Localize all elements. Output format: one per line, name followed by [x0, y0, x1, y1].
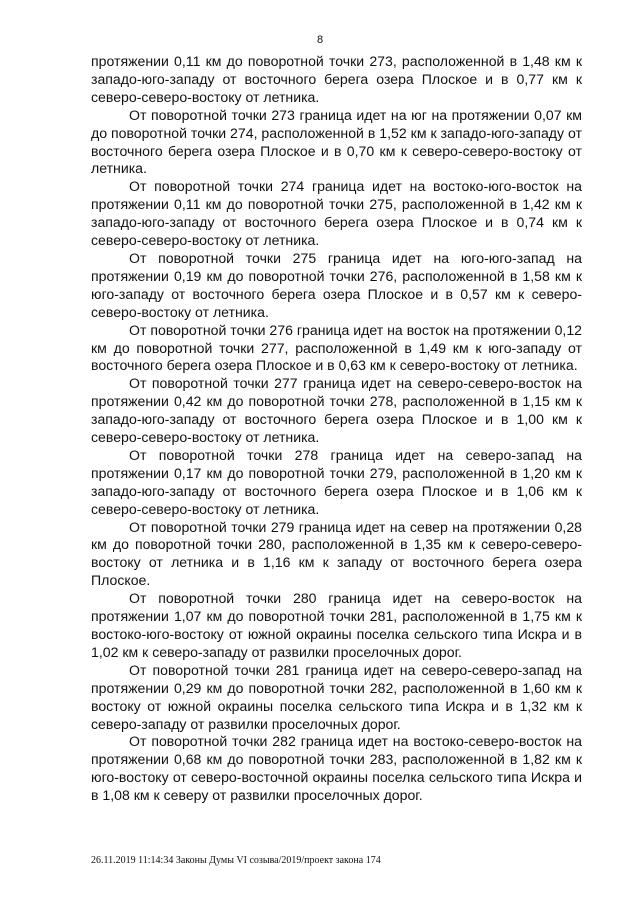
- document-body: [91, 53, 582, 805]
- paragraph: От поворотной точки 274 граница идет на востоко-юго-восток на протяжении 0,11 км до поворотной точки 275, расположенной в 1,42 км к западо-юго-западу от восточного берега озера Плоское и в 0,74 км к северо-северо-востоку от летника.: [91, 178, 582, 249]
- paragraph: От поворотной точки 281 граница идет на северо-северо-запад на протяжении 0,29 км до поворотной точки 282, расположенной в 1,60 км к востоку от южной окраины поселка сельского типа Искра и в 1,32 км к северо-западу от развилки проселочных дорог.: [91, 661, 582, 732]
- paragraph: От поворотной точки 282 граница идет на востоко-северо-восток на протяжении 0,68 км до поворотной точки 283, расположенной в 1,82 км к юго-востоку от северо-восточной окраины поселка сельского типа Искра и в 1,08 км к северу от развилки проселочных дорог.: [91, 733, 582, 804]
- paragraph: От поворотной точки 276 граница идет на восток на протяжении 0,12 км до поворотной точки 277, расположенной в 1,49 км к юго-западу от восточного берега озера Плоское и в 0,63 км к северо-востоку от летника.: [91, 321, 582, 374]
- document-footer: 26.11.2019 11:14:34 Законы Думы VI созыва/2019/проект закона 174: [91, 855, 381, 866]
- paragraph: протяжении 0,11 км до поворотной точки 273, расположенной в 1,48 км к западо-юго-западу от восточного берега озера Плоское и в 0,77 км к северо-северо-востоку от летника.: [91, 53, 582, 105]
- paragraph: От поворотной точки 279 граница идет на север на протяжении 0,28 км до поворотной точки 280, расположенной в 1,35 км к северо-северо-востоку от летника и в 1,16 км к западу от восточного берега озера Плоское.: [91, 518, 582, 589]
- paragraph: От поворотной точки 280 граница идет на северо-восток на протяжении 1,07 км до поворотной точки 281, расположенной в 1,75 км к востоко-юго-востоку от южной окраины поселка сельского типа Искра и в 1,02 км к северо-западу от развилки проселочных дорог.: [91, 590, 582, 660]
- paragraph: От поворотной точки 273 граница идет на юг на протяжении 0,07 км до поворотной точки 274, расположенной в 1,52 км к западо-юго-западу от восточного берега озера Плоское и в 0,70 км к северо-северо-востоку от летника.: [91, 106, 582, 177]
- paragraph: От поворотной точки 277 граница идет на северо-северо-восток на протяжении 0,42 км до поворотной точки 278, расположенной в 1,15 км к западо-юго-западу от восточного берега озера Плоское и в 1,00 км к северо-северо-востоку от летника.: [91, 375, 582, 446]
- page-number: 8: [316, 34, 324, 46]
- paragraph: От поворотной точки 275 граница идет на юго-юго-запад на протяжении 0,19 км до поворотной точки 276, расположенной в 1,58 км к юго-западу от восточного берега озера Плоское и в 0,57 км к северо-северо-востоку от летника.: [91, 249, 582, 320]
- paragraph: От поворотной точки 278 граница идет на северо-запад на протяжении 0,17 км до поворотной точки 279, расположенной в 1,20 км к западо-юго-западу от восточного берега озера Плоское и в 1,06 км к северо-северо-востоку от летника.: [91, 446, 582, 517]
